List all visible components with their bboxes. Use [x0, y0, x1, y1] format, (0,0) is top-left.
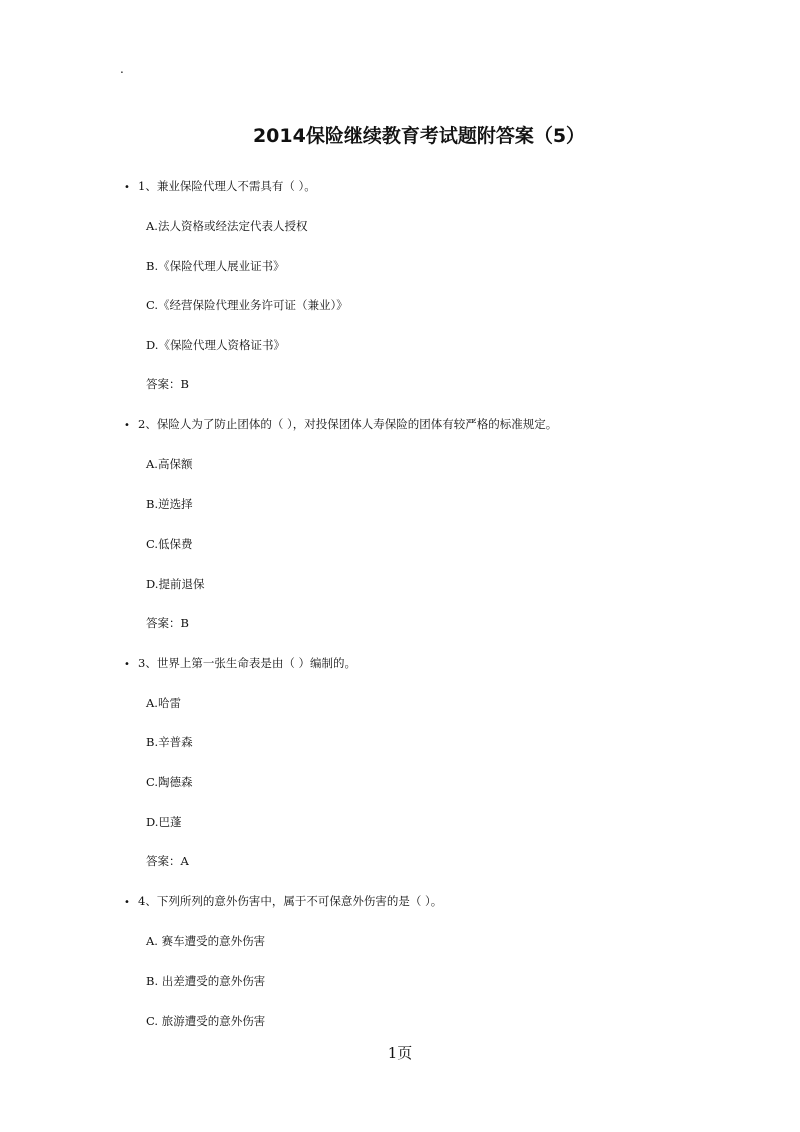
bullet-icon: •	[124, 182, 130, 193]
option-c: C. 旅游遭受的意外伤害	[146, 1014, 266, 1028]
option-c: C.低保费	[146, 537, 193, 551]
option-a: A.哈雷	[146, 696, 181, 710]
question-text: 1、兼业保险代理人不需具有（ ）。	[138, 179, 316, 193]
option-a: A.高保额	[146, 457, 193, 471]
bullet-icon: •	[124, 897, 130, 908]
header-mark: .	[120, 62, 124, 76]
option-d: D.提前退保	[146, 577, 205, 591]
option-c: C.《经营保险代理业务许可证（兼业）》	[146, 298, 348, 312]
question-2	[124, 416, 557, 434]
question-text: 4、下列所列的意外伤害中，属于不可保意外伤害的是（ ）。	[138, 894, 443, 908]
question-1	[124, 178, 316, 196]
question-4	[124, 893, 442, 911]
answer: 答案：B	[146, 616, 189, 630]
answer: 答案：B	[146, 377, 189, 391]
option-b: B.《保险代理人展业证书》	[146, 259, 285, 273]
option-b: B.逆选择	[146, 497, 193, 511]
bullet-icon: •	[124, 420, 130, 431]
option-d: D.巴蓬	[146, 815, 182, 829]
option-d: D.《保险代理人资格证书》	[146, 338, 285, 352]
question-3	[124, 655, 356, 673]
question-text: 2、保险人为了防止团体的（ ），对投保团体人寿保险的团体有较严格的标准规定。	[138, 417, 558, 431]
option-a: A.法人资格或经法定代表人授权	[146, 219, 308, 233]
option-a: A. 赛车遭受的意外伤害	[146, 934, 266, 948]
page-number: 1页	[387, 1044, 413, 1062]
option-b: B.辛普森	[146, 735, 193, 749]
bullet-icon: •	[124, 659, 130, 670]
question-text: 3、世界上第一张生命表是由（ ）编制的。	[138, 656, 356, 670]
answer: 答案：A	[146, 854, 189, 868]
option-c: C.陶德森	[146, 775, 193, 789]
option-b: B. 出差遭受的意外伤害	[146, 974, 266, 988]
document-title: 2014保险继续教育考试题附答案（5）	[252, 125, 586, 147]
